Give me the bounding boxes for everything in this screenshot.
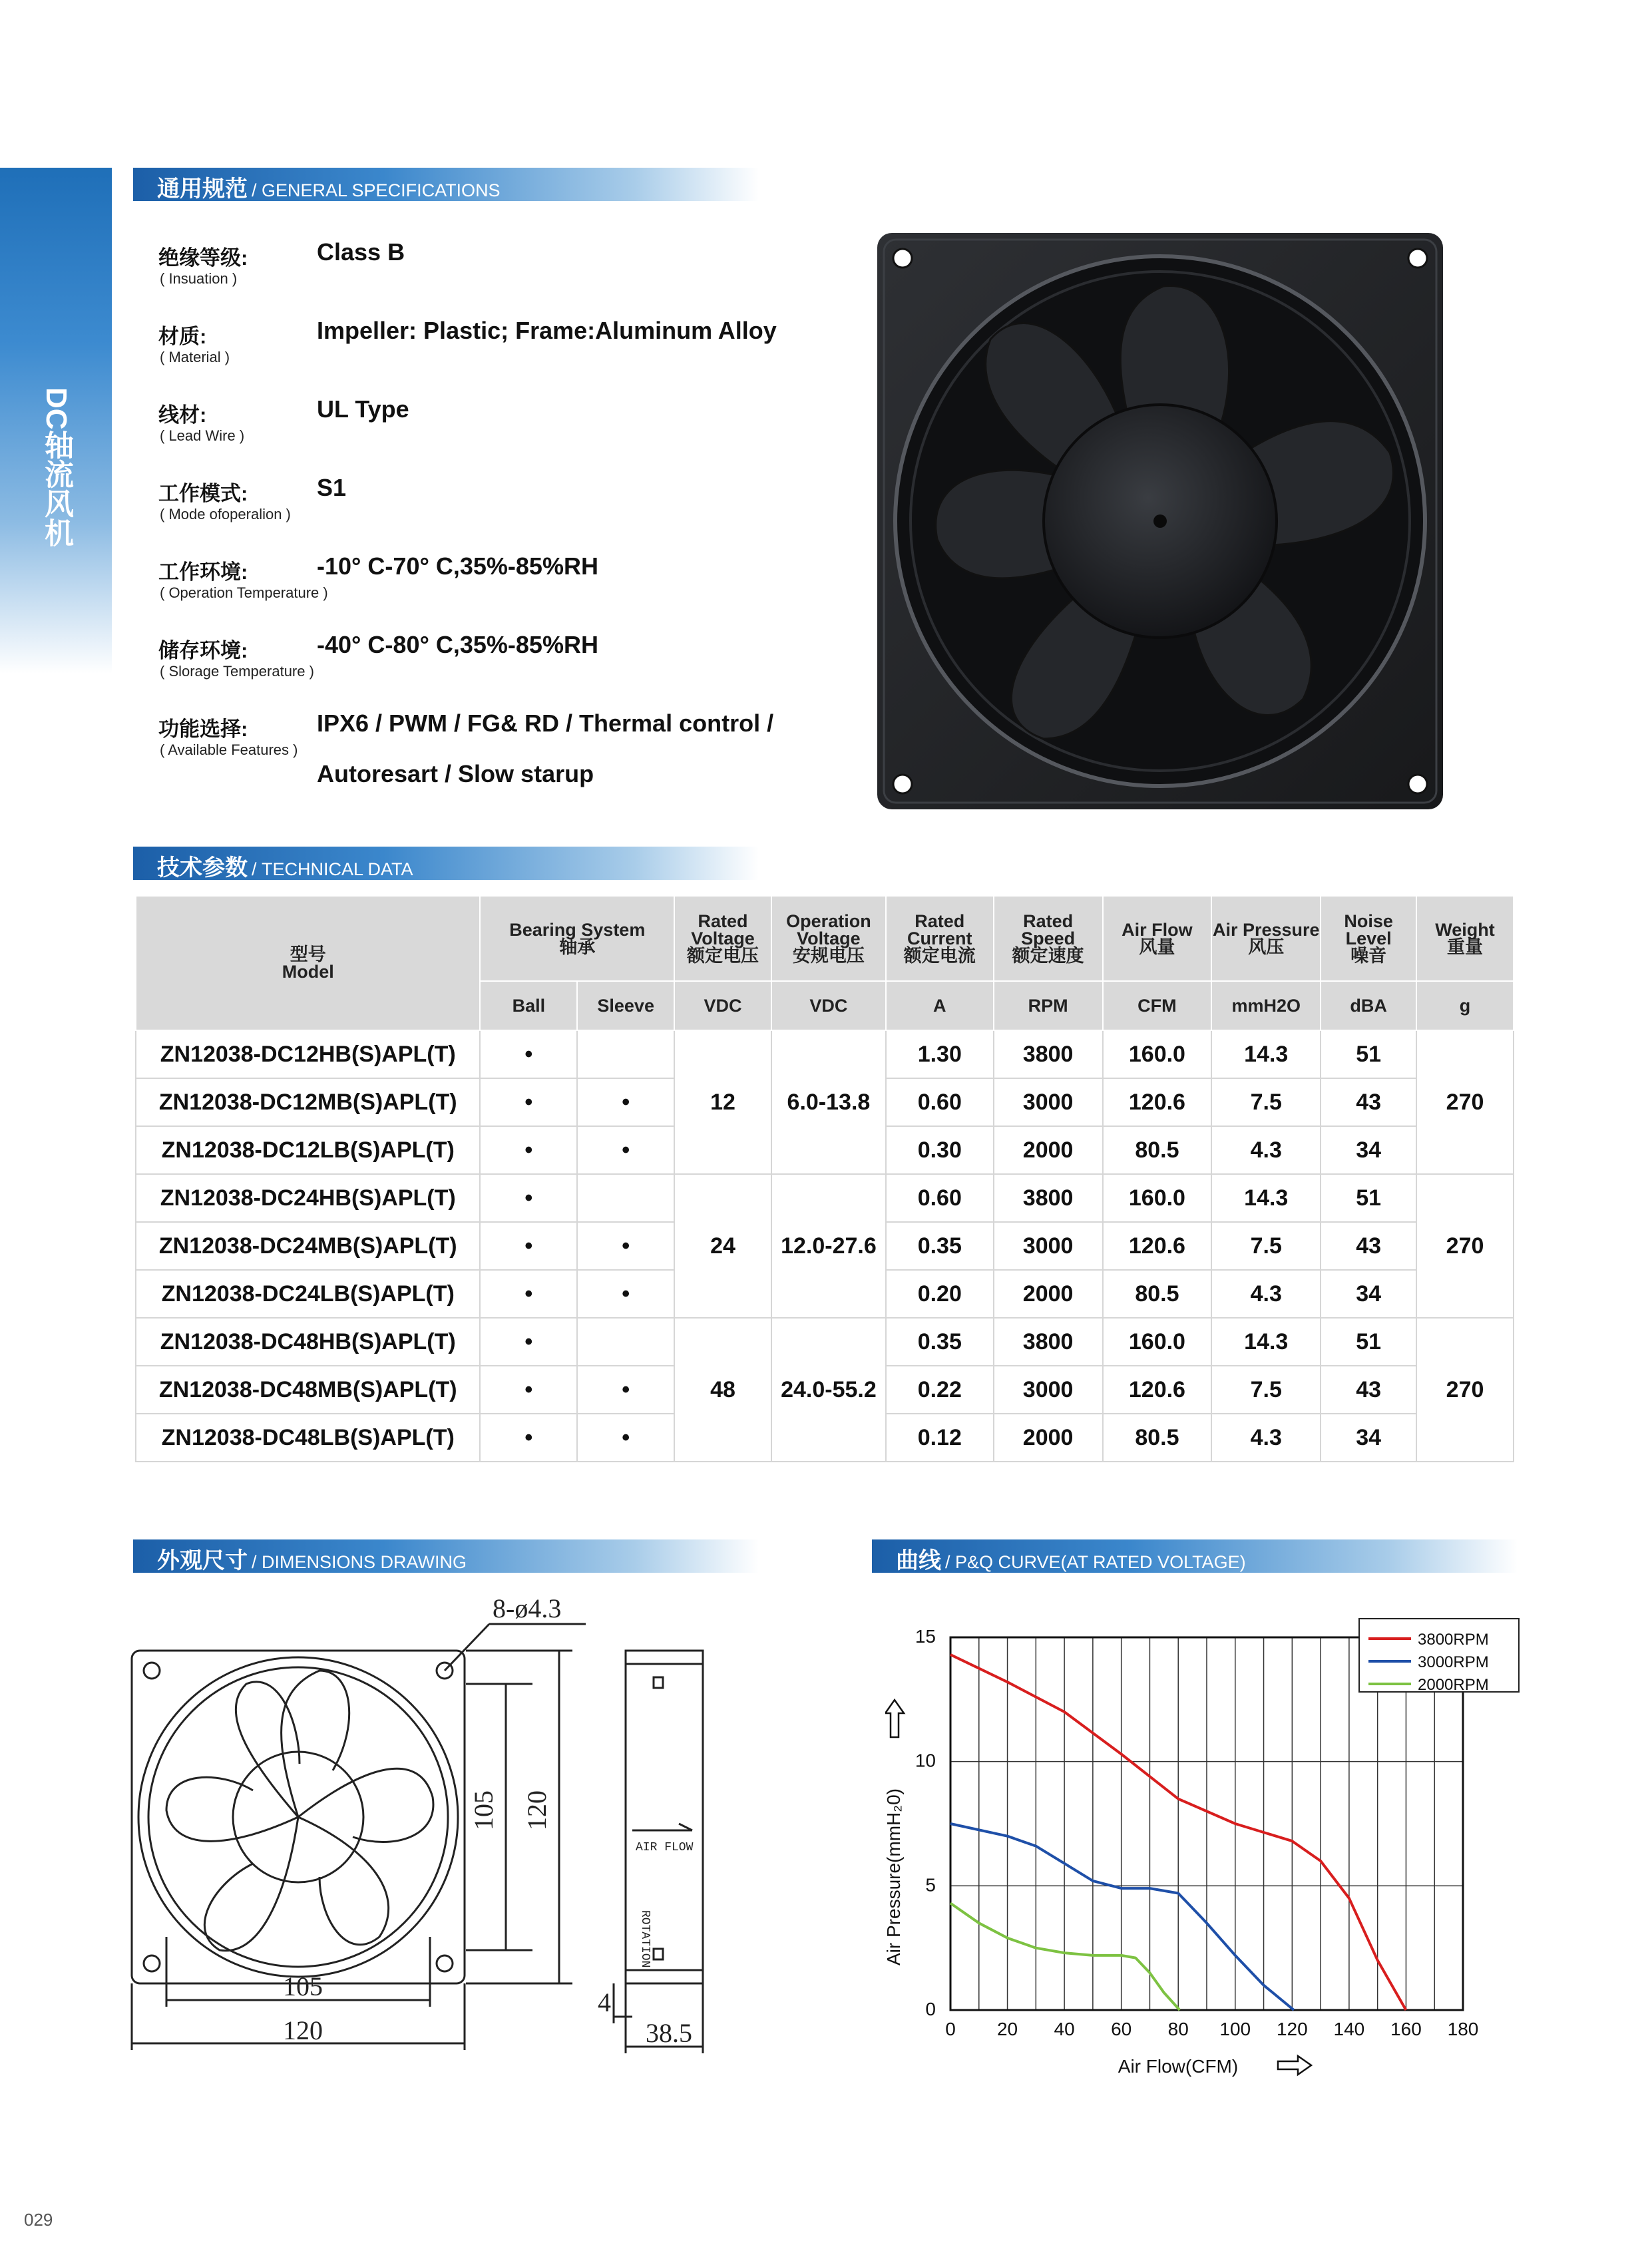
dim-inner-width-label: 105 bbox=[283, 1971, 323, 2001]
cell-noise: 43 bbox=[1321, 1222, 1416, 1270]
unit-noise: dBA bbox=[1321, 981, 1416, 1030]
header-rated-speed-en: Rated Speed bbox=[1021, 911, 1076, 948]
fan-photo bbox=[877, 233, 1443, 809]
general-section-en: / GENERAL SPECIFICATIONS bbox=[252, 180, 501, 200]
cell-flow: 160.0 bbox=[1103, 1318, 1212, 1366]
cell-ball: • bbox=[480, 1030, 577, 1078]
spec-label-mode: 工作模式: bbox=[158, 482, 248, 505]
header-operation-voltage bbox=[771, 896, 886, 981]
x-tick-label: 80 bbox=[1167, 2019, 1189, 2039]
header-model bbox=[136, 896, 480, 1030]
header-noise bbox=[1321, 896, 1416, 981]
cell-operation-voltage: 6.0-13.8 bbox=[771, 1030, 886, 1174]
header-bearing-cn: 轴承 bbox=[559, 937, 596, 957]
cell-pressure: 7.5 bbox=[1211, 1078, 1321, 1126]
cell-model: ZN12038-DC48MB(S)APL(T) bbox=[136, 1366, 480, 1414]
cell-sleeve bbox=[577, 1174, 674, 1222]
cell-model: ZN12038-DC12MB(S)APL(T) bbox=[136, 1078, 480, 1126]
cell-pressure: 14.3 bbox=[1211, 1318, 1321, 1366]
spec-value-operation-temp: -10° C-70° C,35%-85%RH bbox=[317, 552, 598, 580]
header-model-en: Model bbox=[282, 962, 334, 982]
x-tick-label: 20 bbox=[996, 2019, 1018, 2039]
unit-speed: RPM bbox=[994, 981, 1103, 1030]
pq-curve-chart bbox=[885, 1611, 1551, 2090]
cell-flow: 160.0 bbox=[1103, 1174, 1212, 1222]
header-noise-cn: 噪音 bbox=[1350, 946, 1387, 966]
cell-model: ZN12038-DC12HB(S)APL(T) bbox=[136, 1030, 480, 1078]
cell-flow: 120.6 bbox=[1103, 1078, 1212, 1126]
cell-weight: 270 bbox=[1416, 1030, 1514, 1174]
x-axis-arrow-icon bbox=[1278, 2056, 1311, 2075]
dimensions-section-cn: 外观尺寸 bbox=[157, 1548, 248, 1573]
cell-ball: • bbox=[480, 1414, 577, 1462]
header-rated-voltage bbox=[674, 896, 771, 981]
legend-label: 2000RPM bbox=[1418, 1676, 1489, 1694]
cell-pressure: 14.3 bbox=[1211, 1030, 1321, 1078]
unit-ball: Ball bbox=[480, 981, 577, 1030]
unit-flow: CFM bbox=[1103, 981, 1212, 1030]
curve-section-header bbox=[872, 1539, 1518, 1573]
cell-current: 0.22 bbox=[886, 1366, 994, 1414]
series-line-3000RPM bbox=[950, 1824, 1294, 2010]
cell-noise: 43 bbox=[1321, 1366, 1416, 1414]
curve-section-cn: 曲线 bbox=[896, 1548, 941, 1573]
header-weight-cn: 重量 bbox=[1447, 937, 1484, 957]
header-rated-voltage-en: Rated Voltage bbox=[691, 911, 755, 948]
spec-label-insulation: 绝缘等级: bbox=[158, 246, 248, 270]
cell-sleeve bbox=[577, 1318, 674, 1366]
y-tick-label: 10 bbox=[915, 1750, 936, 1771]
spec-value-mode: S1 bbox=[317, 474, 347, 501]
cell-sleeve: • bbox=[577, 1366, 674, 1414]
unit-current: A bbox=[886, 981, 994, 1030]
spec-label-operation-temp: 工作环境: bbox=[158, 560, 248, 584]
header-model-cn: 型号 bbox=[290, 944, 326, 964]
sidebar-title: DC轴流风机 bbox=[40, 387, 73, 547]
y-tick-label: 0 bbox=[925, 1999, 936, 2019]
dimensions-section-en: / DIMENSIONS DRAWING bbox=[252, 1552, 467, 1572]
header-operation-voltage-en: Operation Voltage bbox=[786, 911, 871, 948]
x-tick-label: 60 bbox=[1111, 2019, 1132, 2039]
technical-section-cn: 技术参数 bbox=[157, 855, 248, 881]
dim-side-lip-label: 4 bbox=[598, 1987, 611, 2017]
cell-sleeve: • bbox=[577, 1222, 674, 1270]
x-tick-label: 160 bbox=[1390, 2019, 1422, 2039]
spec-value-storage-temp: -40° C-80° C,35%-85%RH bbox=[317, 631, 598, 658]
unit-weight: g bbox=[1416, 981, 1514, 1030]
cell-pressure: 4.3 bbox=[1211, 1270, 1321, 1318]
cell-current: 0.35 bbox=[886, 1318, 994, 1366]
cell-speed: 3000 bbox=[994, 1366, 1103, 1414]
header-rated-speed bbox=[994, 896, 1103, 981]
cell-current: 1.30 bbox=[886, 1030, 994, 1078]
cell-speed: 3800 bbox=[994, 1174, 1103, 1222]
cell-noise: 34 bbox=[1321, 1126, 1416, 1174]
legend-label: 3800RPM bbox=[1418, 1631, 1489, 1649]
cell-noise: 51 bbox=[1321, 1174, 1416, 1222]
spec-label-material: 材质: bbox=[158, 325, 207, 348]
technical-section-en: / TECHNICAL DATA bbox=[252, 859, 413, 879]
dim-rotation-label: ROTATION bbox=[638, 1910, 652, 1968]
cell-sleeve: • bbox=[577, 1270, 674, 1318]
y-tick-label: 15 bbox=[915, 1626, 936, 1647]
technical-section-header bbox=[133, 847, 759, 880]
cell-pressure: 14.3 bbox=[1211, 1174, 1321, 1222]
dimensions-section-header bbox=[133, 1539, 759, 1573]
cell-model: ZN12038-DC24MB(S)APL(T) bbox=[136, 1222, 480, 1270]
x-tick-label: 100 bbox=[1219, 2019, 1251, 2039]
header-rated-current bbox=[886, 896, 994, 981]
cell-noise: 51 bbox=[1321, 1318, 1416, 1366]
cell-current: 0.60 bbox=[886, 1078, 994, 1126]
unit-sleeve: Sleeve bbox=[577, 981, 674, 1030]
header-air-pressure-cn: 风压 bbox=[1248, 937, 1285, 957]
spec-sub-storage-temp: ( Slorage Temperature ) bbox=[160, 663, 314, 680]
table-row bbox=[136, 1318, 1514, 1366]
table-row bbox=[136, 1174, 1514, 1222]
pq-x-axis-label: Air Flow(CFM) bbox=[1118, 2056, 1239, 2077]
cell-rated-voltage: 24 bbox=[674, 1174, 771, 1318]
x-tick-label: 180 bbox=[1447, 2019, 1479, 2039]
cell-speed: 2000 bbox=[994, 1126, 1103, 1174]
cell-ball: • bbox=[480, 1126, 577, 1174]
unit-operation-vdc: VDC bbox=[771, 981, 886, 1030]
cell-current: 0.60 bbox=[886, 1174, 994, 1222]
spec-value-material: Impeller: Plastic; Frame:Aluminum Alloy bbox=[317, 317, 777, 344]
header-rated-current-cn: 额定电流 bbox=[903, 946, 976, 966]
cell-pressure: 7.5 bbox=[1211, 1222, 1321, 1270]
spec-sub-operation-temp: ( Operation Temperature ) bbox=[160, 584, 328, 601]
header-bearing-en: Bearing System bbox=[509, 920, 646, 940]
cell-ball: • bbox=[480, 1270, 577, 1318]
spec-sub-features: ( Available Features ) bbox=[160, 741, 298, 758]
cell-speed: 3800 bbox=[994, 1030, 1103, 1078]
cell-ball: • bbox=[480, 1222, 577, 1270]
spec-label-lead-wire: 线材: bbox=[158, 403, 207, 427]
x-tick-label: 40 bbox=[1054, 2019, 1075, 2039]
pq-y-axis-label: Air Pressure(mmH₂0) bbox=[885, 1788, 904, 1965]
spec-sub-material: ( Material ) bbox=[160, 349, 230, 365]
dimensions-drawing bbox=[120, 1597, 759, 2090]
pq-curve-svg bbox=[885, 1611, 1551, 2090]
cell-model: ZN12038-DC48LB(S)APL(T) bbox=[136, 1414, 480, 1462]
header-rated-current-en: Rated Current bbox=[907, 911, 972, 948]
cell-flow: 120.6 bbox=[1103, 1222, 1212, 1270]
cell-ball: • bbox=[480, 1318, 577, 1366]
cell-flow: 80.5 bbox=[1103, 1270, 1212, 1318]
cell-ball: • bbox=[480, 1366, 577, 1414]
cell-current: 0.35 bbox=[886, 1222, 994, 1270]
y-tick-label: 5 bbox=[925, 1874, 936, 1896]
cell-operation-voltage: 24.0-55.2 bbox=[771, 1318, 886, 1462]
cell-weight: 270 bbox=[1416, 1318, 1514, 1462]
general-section-header bbox=[133, 168, 759, 201]
cell-speed: 3000 bbox=[994, 1078, 1103, 1126]
cell-speed: 2000 bbox=[994, 1414, 1103, 1462]
fan-photo-graphic bbox=[877, 233, 1443, 809]
cell-flow: 80.5 bbox=[1103, 1414, 1212, 1462]
technical-data-table bbox=[135, 895, 1514, 1462]
curve-section-en: / P&Q CURVE(AT RATED VOLTAGE) bbox=[945, 1552, 1246, 1572]
header-air-flow bbox=[1103, 896, 1212, 981]
cell-pressure: 4.3 bbox=[1211, 1414, 1321, 1462]
cell-current: 0.12 bbox=[886, 1414, 994, 1462]
header-rated-speed-cn: 额定速度 bbox=[1012, 946, 1084, 966]
cell-noise: 34 bbox=[1321, 1270, 1416, 1318]
cell-rated-voltage: 48 bbox=[674, 1318, 771, 1462]
cell-ball: • bbox=[480, 1078, 577, 1126]
pq-legend bbox=[1359, 1619, 1519, 1694]
cell-sleeve: • bbox=[577, 1126, 674, 1174]
cell-flow: 160.0 bbox=[1103, 1030, 1212, 1078]
cell-model: ZN12038-DC48HB(S)APL(T) bbox=[136, 1318, 480, 1366]
header-bearing bbox=[480, 896, 674, 981]
dim-outer-width-label: 120 bbox=[283, 2015, 323, 2045]
header-air-flow-en: Air Flow bbox=[1122, 920, 1193, 940]
spec-value-lead-wire: UL Type bbox=[317, 395, 409, 423]
cell-speed: 3000 bbox=[994, 1222, 1103, 1270]
y-axis-arrow-icon bbox=[885, 1700, 904, 1737]
general-section-cn: 通用规范 bbox=[157, 176, 248, 202]
cell-pressure: 7.5 bbox=[1211, 1366, 1321, 1414]
spec-value-features: IPX6 / PWM / FG& RD / Thermal control / bbox=[317, 710, 774, 737]
spec-label-features: 功能选择: bbox=[158, 717, 248, 741]
cell-current: 0.20 bbox=[886, 1270, 994, 1318]
cell-rated-voltage: 12 bbox=[674, 1030, 771, 1174]
header-weight-en: Weight bbox=[1435, 920, 1495, 940]
dim-outer-height-label: 120 bbox=[522, 1790, 552, 1830]
cell-sleeve: • bbox=[577, 1078, 674, 1126]
header-weight bbox=[1416, 896, 1514, 981]
series-line-2000RPM bbox=[950, 1904, 1179, 2011]
header-air-pressure-en: Air Pressure bbox=[1212, 920, 1320, 940]
cell-flow: 80.5 bbox=[1103, 1126, 1212, 1174]
cell-model: ZN12038-DC24LB(S)APL(T) bbox=[136, 1270, 480, 1318]
cell-noise: 43 bbox=[1321, 1078, 1416, 1126]
header-noise-en: Noise Level bbox=[1344, 911, 1393, 948]
legend-label: 3000RPM bbox=[1418, 1653, 1489, 1671]
header-rated-voltage-cn: 额定电压 bbox=[687, 946, 759, 966]
cell-sleeve bbox=[577, 1030, 674, 1078]
x-tick-label: 140 bbox=[1333, 2019, 1365, 2039]
cell-model: ZN12038-DC12LB(S)APL(T) bbox=[136, 1126, 480, 1174]
sidebar-band bbox=[0, 168, 112, 674]
header-operation-voltage-cn: 安规电压 bbox=[792, 946, 865, 966]
spec-label-storage-temp: 储存环境: bbox=[158, 639, 248, 662]
cell-model: ZN12038-DC24HB(S)APL(T) bbox=[136, 1174, 480, 1222]
cell-speed: 2000 bbox=[994, 1270, 1103, 1318]
header-air-pressure bbox=[1211, 896, 1321, 981]
table-row bbox=[136, 1030, 1514, 1078]
cell-current: 0.30 bbox=[886, 1126, 994, 1174]
spec-value-insulation: Class B bbox=[317, 238, 405, 266]
spec-sub-insulation: ( Insuation ) bbox=[160, 270, 238, 287]
dim-air-flow-label: AIR FLOW bbox=[636, 1841, 694, 1854]
cell-ball: • bbox=[480, 1174, 577, 1222]
dim-holes-label: 8-ø4.3 bbox=[493, 1597, 562, 1623]
dim-inner-height-label: 105 bbox=[469, 1790, 499, 1830]
unit-rated-vdc: VDC bbox=[674, 981, 771, 1030]
dimensions-drawing-graphic bbox=[120, 1597, 759, 2090]
unit-pressure: mmH2O bbox=[1211, 981, 1321, 1030]
dim-depth-label: 38.5 bbox=[646, 2018, 692, 2048]
cell-flow: 120.6 bbox=[1103, 1366, 1212, 1414]
header-air-flow-cn: 风量 bbox=[1139, 937, 1175, 957]
spec-sub-lead-wire: ( Lead Wire ) bbox=[160, 427, 245, 444]
x-tick-label: 120 bbox=[1276, 2019, 1308, 2039]
spec-sub-mode: ( Mode ofoperalion ) bbox=[160, 506, 291, 522]
cell-speed: 3800 bbox=[994, 1318, 1103, 1366]
cell-noise: 34 bbox=[1321, 1414, 1416, 1462]
cell-operation-voltage: 12.0-27.6 bbox=[771, 1174, 886, 1318]
x-tick-label: 0 bbox=[945, 2019, 956, 2039]
page-number: 029 bbox=[24, 2210, 53, 2230]
spec-value-features-cont: Autoresart / Slow starup bbox=[317, 760, 594, 787]
cell-noise: 51 bbox=[1321, 1030, 1416, 1078]
cell-pressure: 4.3 bbox=[1211, 1126, 1321, 1174]
cell-sleeve: • bbox=[577, 1414, 674, 1462]
cell-weight: 270 bbox=[1416, 1174, 1514, 1318]
